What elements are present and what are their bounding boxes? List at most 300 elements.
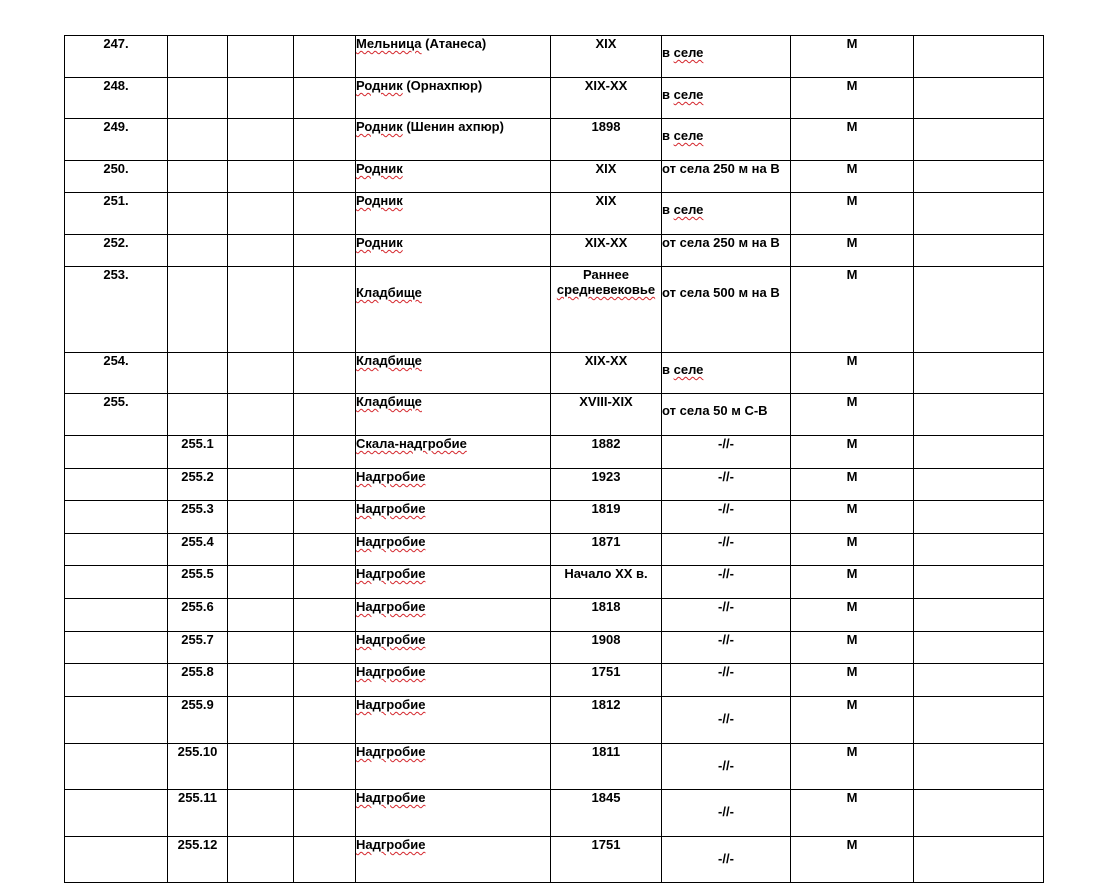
date-cell	[551, 78, 662, 119]
empty-cell	[914, 469, 1044, 501]
location-text: -//-	[718, 664, 734, 679]
location-text: -//-	[718, 599, 734, 614]
location-prefix: в	[662, 87, 674, 102]
row-number-cell	[65, 837, 168, 883]
type-value: М	[846, 267, 858, 282]
date-cell	[551, 837, 662, 883]
sub-number-cell	[168, 469, 228, 501]
location-text: -//-	[718, 501, 734, 516]
date-cell	[551, 664, 662, 697]
empty-cell	[914, 36, 1044, 78]
table-row	[65, 235, 1044, 267]
table-row	[65, 436, 1044, 469]
table-row	[65, 353, 1044, 394]
location-cell	[662, 267, 791, 353]
type-cell	[791, 744, 914, 790]
monument-name: Родник	[356, 161, 403, 176]
table-row	[65, 161, 1044, 193]
location-village: селе	[673, 202, 704, 217]
row-number: 248.	[103, 78, 129, 93]
sub-number-cell	[168, 664, 228, 697]
sub-number: 255.7	[181, 632, 214, 647]
sub-number-cell	[168, 78, 228, 119]
sub-number-cell	[168, 790, 228, 837]
date-value	[551, 267, 661, 297]
type-cell	[791, 436, 914, 469]
monument-name-cell	[356, 837, 551, 883]
location-prefix: в	[662, 128, 674, 143]
monument-name: Кладбище	[356, 285, 422, 300]
type-cell	[791, 161, 914, 193]
date-value: 1812	[591, 697, 621, 712]
date-cell	[551, 697, 662, 744]
type-value: М	[846, 790, 858, 805]
empty-cell	[294, 469, 356, 501]
table-row	[65, 697, 1044, 744]
monument-name: Мельница	[356, 36, 422, 51]
date-cell	[551, 566, 662, 599]
empty-cell	[914, 566, 1044, 599]
monument-name-cell	[356, 469, 551, 501]
empty-cell	[914, 697, 1044, 744]
location-text: -//-	[718, 534, 734, 549]
row-number-cell	[65, 436, 168, 469]
table-row	[65, 837, 1044, 883]
type-value: М	[846, 664, 858, 679]
empty-cell	[228, 119, 294, 161]
type-cell	[791, 267, 914, 353]
sub-number-cell	[168, 353, 228, 394]
location-cell	[662, 235, 791, 267]
sub-number-cell	[168, 534, 228, 566]
type-value: М	[846, 697, 858, 712]
empty-cell	[294, 394, 356, 436]
empty-cell	[294, 697, 356, 744]
sub-number-cell	[168, 235, 228, 267]
monument-name-cell	[356, 501, 551, 534]
row-number: 247.	[103, 36, 129, 51]
empty-cell	[294, 501, 356, 534]
type-cell	[791, 664, 914, 697]
empty-cell	[294, 599, 356, 632]
monument-name-suffix: (Атанеса)	[421, 36, 487, 51]
sub-number: 255.8	[181, 664, 214, 679]
location-village: селе	[673, 128, 704, 143]
type-value: М	[846, 436, 858, 451]
type-value: М	[846, 501, 858, 516]
date-value: 1751	[591, 664, 621, 679]
sub-number: 255.10	[177, 744, 218, 759]
type-value: М	[846, 599, 858, 614]
empty-cell	[228, 599, 294, 632]
row-number-cell	[65, 394, 168, 436]
type-cell	[791, 697, 914, 744]
monument-name: Родник	[356, 119, 403, 134]
date-value: 1845	[591, 790, 621, 805]
type-cell	[791, 469, 914, 501]
sub-number-cell	[168, 36, 228, 78]
type-cell	[791, 78, 914, 119]
location-cell	[662, 534, 791, 566]
location-text: от села 250 м на В	[662, 161, 780, 176]
empty-cell	[228, 664, 294, 697]
type-value: М	[846, 193, 858, 208]
location-cell	[662, 664, 791, 697]
table-row	[65, 599, 1044, 632]
sub-number-cell	[168, 119, 228, 161]
sub-number: 255.9	[181, 697, 214, 712]
empty-cell	[228, 78, 294, 119]
date-value: 1751	[591, 837, 621, 852]
row-number-cell	[65, 36, 168, 78]
table-row	[65, 267, 1044, 353]
row-number-cell	[65, 790, 168, 837]
row-number-cell	[65, 119, 168, 161]
type-cell	[791, 394, 914, 436]
date-value: XIX-XX	[584, 235, 628, 250]
location-text: от села 500 м на В	[662, 285, 780, 300]
table-row	[65, 394, 1044, 436]
monument-name: Скала-надгробие	[356, 436, 467, 451]
monument-name-cell	[356, 161, 551, 193]
date-cell	[551, 534, 662, 566]
row-number-cell	[65, 267, 168, 353]
row-number-cell	[65, 501, 168, 534]
empty-cell	[294, 664, 356, 697]
monument-name-cell	[356, 566, 551, 599]
type-cell	[791, 119, 914, 161]
date-value: 1908	[591, 632, 621, 647]
table-row	[65, 36, 1044, 78]
empty-cell	[228, 790, 294, 837]
monument-name: Надгробие	[356, 744, 426, 759]
empty-cell	[228, 469, 294, 501]
monument-name: Надгробие	[356, 632, 426, 647]
date-cell	[551, 501, 662, 534]
monument-name-cell	[356, 599, 551, 632]
empty-cell	[228, 36, 294, 78]
type-value: М	[846, 394, 858, 409]
location-prefix: в	[662, 362, 674, 377]
location-cell	[662, 394, 791, 436]
row-number: 255.	[103, 394, 129, 409]
type-cell	[791, 353, 914, 394]
location-cell	[662, 837, 791, 883]
location-cell	[662, 353, 791, 394]
monument-name-cell	[356, 790, 551, 837]
empty-cell	[294, 78, 356, 119]
location-cell	[662, 119, 791, 161]
empty-cell	[228, 394, 294, 436]
empty-cell	[228, 193, 294, 235]
date-cell	[551, 36, 662, 78]
monument-name: Родник	[356, 78, 403, 93]
sub-number-cell	[168, 161, 228, 193]
location-cell	[662, 632, 791, 664]
location-cell	[662, 744, 791, 790]
row-number: 249.	[103, 119, 129, 134]
type-value: М	[846, 353, 858, 368]
location-village: селе	[673, 45, 704, 60]
location-cell	[662, 566, 791, 599]
location-text: -//-	[718, 436, 734, 451]
location-cell	[662, 193, 791, 235]
type-cell	[791, 534, 914, 566]
type-value: М	[846, 161, 858, 176]
row-number-cell	[65, 632, 168, 664]
date-value: 1882	[591, 436, 621, 451]
monument-name-cell	[356, 534, 551, 566]
empty-cell	[914, 632, 1044, 664]
sub-number: 255.1	[181, 436, 214, 451]
sub-number-cell	[168, 394, 228, 436]
date-value: Начало XX в.	[564, 566, 648, 581]
location-text: от села 50 м С-В	[662, 403, 768, 418]
sub-number-cell	[168, 566, 228, 599]
date-cell	[551, 599, 662, 632]
monument-name-cell	[356, 394, 551, 436]
empty-cell	[294, 566, 356, 599]
sub-number-cell	[168, 501, 228, 534]
empty-cell	[228, 161, 294, 193]
location-cell	[662, 501, 791, 534]
type-value: М	[846, 78, 858, 93]
type-cell	[791, 566, 914, 599]
row-number: 250.	[103, 161, 129, 176]
location-text: -//-	[718, 711, 734, 726]
monument-name-cell	[356, 119, 551, 161]
row-number-cell	[65, 235, 168, 267]
empty-cell	[914, 501, 1044, 534]
type-cell	[791, 235, 914, 267]
monument-name-cell	[356, 353, 551, 394]
location-text: от села 250 м на В	[662, 235, 780, 250]
sub-number-cell	[168, 193, 228, 235]
table-row	[65, 744, 1044, 790]
date-value: XIX	[595, 36, 617, 51]
monument-name-cell	[356, 436, 551, 469]
empty-cell	[294, 436, 356, 469]
type-value: М	[846, 534, 858, 549]
date-value: 1923	[591, 469, 621, 484]
monument-name: Надгробие	[356, 697, 426, 712]
table-row	[65, 193, 1044, 235]
empty-cell	[228, 744, 294, 790]
location-cell	[662, 697, 791, 744]
location-text: -//-	[718, 469, 734, 484]
table-row	[65, 534, 1044, 566]
date-cell	[551, 790, 662, 837]
row-number-cell	[65, 566, 168, 599]
date-value: XIX-XX	[584, 353, 628, 368]
date-cell	[551, 119, 662, 161]
empty-cell	[294, 161, 356, 193]
row-number-cell	[65, 534, 168, 566]
empty-cell	[914, 436, 1044, 469]
location-cell	[662, 36, 791, 78]
empty-cell	[228, 353, 294, 394]
table-row	[65, 566, 1044, 599]
empty-cell	[294, 235, 356, 267]
empty-cell	[914, 664, 1044, 697]
table-row	[65, 119, 1044, 161]
location-cell	[662, 78, 791, 119]
monument-name-suffix: (Шенин ахпюр)	[402, 119, 504, 134]
sub-number: 255.12	[177, 837, 218, 852]
date-cell	[551, 394, 662, 436]
location-text: -//-	[718, 566, 734, 581]
monument-name: Надгробие	[356, 501, 426, 516]
empty-cell	[914, 790, 1044, 837]
empty-cell	[294, 534, 356, 566]
empty-cell	[914, 235, 1044, 267]
row-number-cell	[65, 599, 168, 632]
date-value: XIX-XX	[584, 78, 628, 93]
location-cell	[662, 599, 791, 632]
location-cell	[662, 161, 791, 193]
type-value: М	[846, 566, 858, 581]
type-cell	[791, 501, 914, 534]
sub-number: 255.2	[181, 469, 214, 484]
sub-number: 255.5	[181, 566, 214, 581]
table-row	[65, 469, 1044, 501]
empty-cell	[914, 353, 1044, 394]
monument-name-cell	[356, 193, 551, 235]
empty-cell	[914, 78, 1044, 119]
empty-cell	[228, 235, 294, 267]
monument-name-suffix: (Орнахпюр)	[402, 78, 483, 93]
type-value: М	[846, 235, 858, 250]
monument-name: Надгробие	[356, 469, 426, 484]
row-number-cell	[65, 78, 168, 119]
monument-name: Надгробие	[356, 566, 426, 581]
sub-number-cell	[168, 599, 228, 632]
type-cell	[791, 36, 914, 78]
type-cell	[791, 193, 914, 235]
type-value: М	[846, 119, 858, 134]
monument-name-cell	[356, 632, 551, 664]
monument-name: Кладбище	[356, 394, 422, 409]
empty-cell	[228, 436, 294, 469]
sub-number-cell	[168, 436, 228, 469]
sub-number-cell	[168, 837, 228, 883]
table-row	[65, 501, 1044, 534]
table-row	[65, 790, 1044, 837]
table-row	[65, 664, 1044, 697]
empty-cell	[294, 267, 356, 353]
date-value: 1818	[591, 599, 621, 614]
location-text: -//-	[718, 632, 734, 647]
empty-cell	[294, 790, 356, 837]
sub-number: 255.4	[181, 534, 214, 549]
monument-name: Надгробие	[356, 837, 426, 852]
row-number-cell	[65, 161, 168, 193]
empty-cell	[294, 353, 356, 394]
monument-name-cell	[356, 78, 551, 119]
type-value: М	[846, 36, 858, 51]
empty-cell	[914, 119, 1044, 161]
location-village: селе	[673, 87, 704, 102]
type-value: М	[846, 632, 858, 647]
location-text: -//-	[718, 851, 734, 866]
monument-name-cell	[356, 235, 551, 267]
empty-cell	[228, 837, 294, 883]
empty-cell	[914, 744, 1044, 790]
empty-cell	[914, 267, 1044, 353]
location-prefix: в	[662, 45, 674, 60]
sub-number-cell	[168, 697, 228, 744]
date-value: XIX	[595, 161, 617, 176]
empty-cell	[914, 193, 1044, 235]
empty-cell	[914, 394, 1044, 436]
date-cell	[551, 267, 662, 353]
empty-cell	[914, 534, 1044, 566]
sub-number: 255.11	[177, 790, 218, 805]
empty-cell	[294, 837, 356, 883]
date-cell	[551, 632, 662, 664]
monument-name: Родник	[356, 235, 403, 250]
type-cell	[791, 632, 914, 664]
monuments-table	[64, 35, 1044, 883]
row-number-cell	[65, 744, 168, 790]
type-cell	[791, 790, 914, 837]
location-cell	[662, 790, 791, 837]
type-value: М	[846, 744, 858, 759]
location-prefix: в	[662, 202, 674, 217]
table-row	[65, 632, 1044, 664]
empty-cell	[228, 534, 294, 566]
row-number-cell	[65, 353, 168, 394]
sub-number: 255.6	[181, 599, 214, 614]
type-value: М	[846, 469, 858, 484]
date-word: Раннее	[583, 267, 629, 282]
monument-name: Надгробие	[356, 664, 426, 679]
sub-number-cell	[168, 267, 228, 353]
row-number: 254.	[103, 353, 129, 368]
monument-name: Кладбище	[356, 353, 422, 368]
type-cell	[791, 837, 914, 883]
date-cell	[551, 235, 662, 267]
empty-cell	[228, 501, 294, 534]
empty-cell	[294, 36, 356, 78]
empty-cell	[294, 632, 356, 664]
row-number: 251.	[103, 193, 129, 208]
empty-cell	[294, 744, 356, 790]
date-value: XVIII-XIX	[579, 394, 633, 409]
sub-number-cell	[168, 632, 228, 664]
location-text: -//-	[718, 758, 734, 773]
empty-cell	[294, 193, 356, 235]
table-row	[65, 78, 1044, 119]
monument-name: Надгробие	[356, 790, 426, 805]
date-value: 1819	[591, 501, 621, 516]
date-cell	[551, 469, 662, 501]
row-number-cell	[65, 469, 168, 501]
empty-cell	[228, 632, 294, 664]
empty-cell	[228, 267, 294, 353]
date-cell	[551, 436, 662, 469]
date-cell	[551, 744, 662, 790]
location-village: селе	[673, 362, 704, 377]
monument-name-cell	[356, 664, 551, 697]
location-text: -//-	[718, 804, 734, 819]
table-body	[65, 36, 1044, 883]
row-number-cell	[65, 193, 168, 235]
monument-name-cell	[356, 267, 551, 353]
date-value: 1871	[591, 534, 621, 549]
row-number: 252.	[103, 235, 129, 250]
empty-cell	[914, 599, 1044, 632]
